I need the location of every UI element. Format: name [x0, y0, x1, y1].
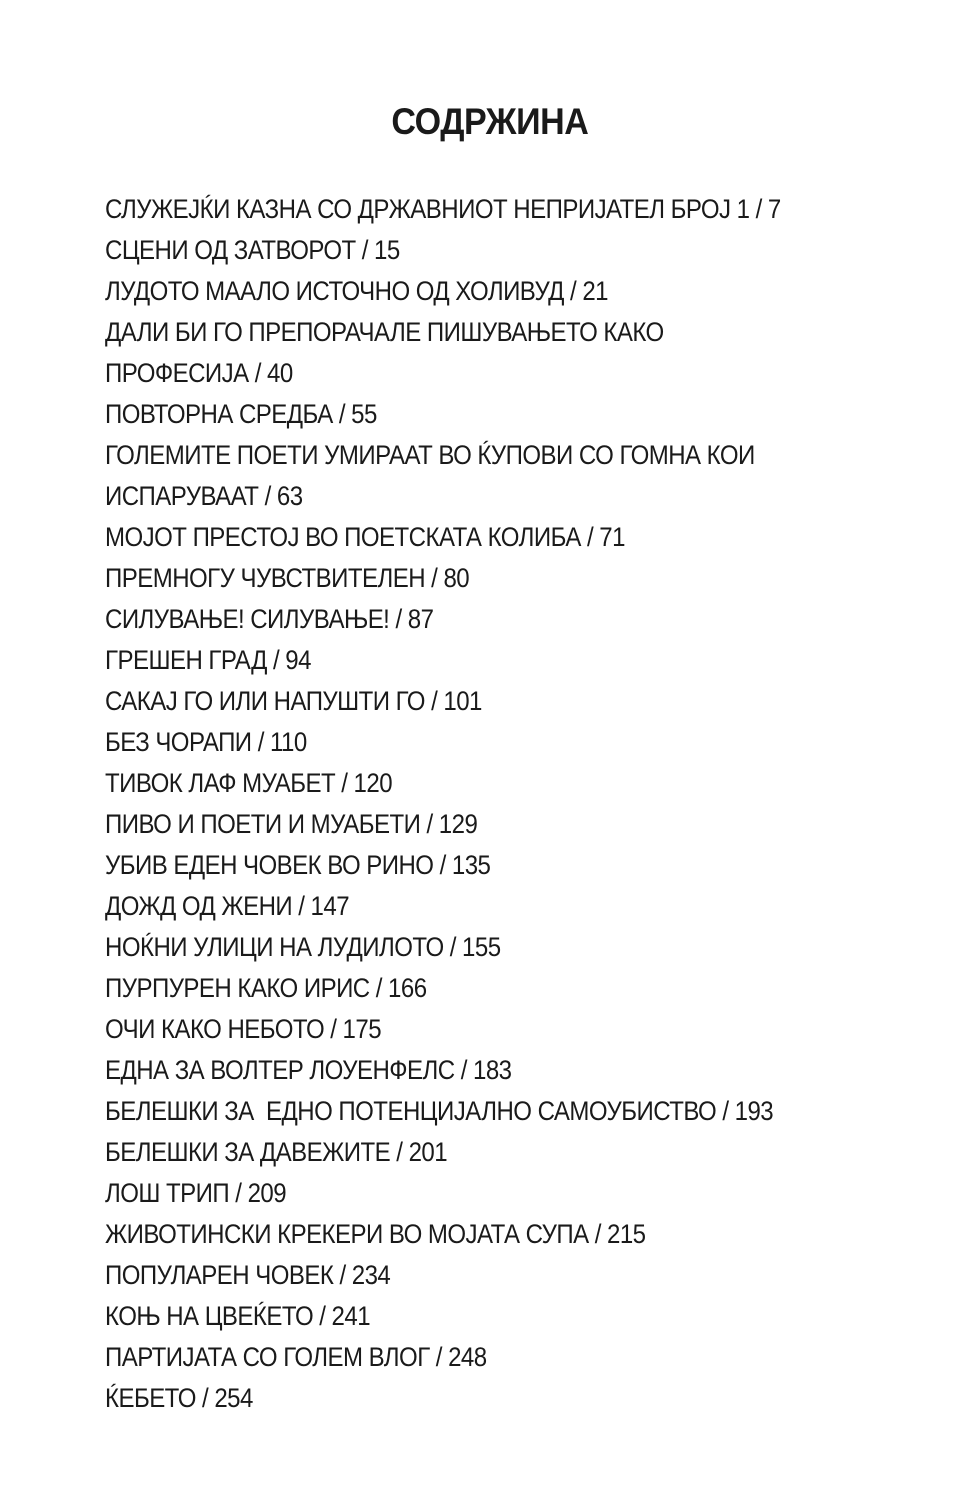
- toc-entry: ИСПАРУВААТ / 63: [105, 481, 303, 511]
- toc-entry: ПИВО И ПОЕТИ И МУАБЕТИ / 129: [105, 809, 478, 839]
- toc-entry: ЛУДОТО МААЛО ИСТОЧНО ОД ХОЛИВУД / 21: [105, 276, 608, 306]
- toc-entry: НОЌНИ УЛИЦИ НА ЛУДИЛОТО / 155: [105, 932, 501, 962]
- toc-entry: СИЛУВАЊЕ! СИЛУВАЊЕ! / 87: [105, 604, 434, 634]
- toc-entry: БЕЗ ЧОРАПИ / 110: [105, 727, 307, 757]
- toc-entry: САКАЈ ГО ИЛИ НАПУШТИ ГО / 101: [105, 686, 482, 716]
- toc-entry: ЕДНА ЗА ВОЛТЕР ЛОУЕНФЕЛС / 183: [105, 1055, 512, 1085]
- toc-entry: МОЈОТ ПРЕСТОЈ ВО ПОЕТСКАТА КОЛИБА / 71: [105, 522, 625, 552]
- toc-entry: ПРОФЕСИЈА / 40: [105, 358, 293, 388]
- toc-entry: ПУРПУРЕН КАКО ИРИС / 166: [105, 973, 427, 1003]
- toc-entry: ГРЕШЕН ГРАД / 94: [105, 645, 311, 675]
- table-of-contents: [105, 189, 864, 1419]
- toc-entry: ПОВТОРНА СРЕДБА / 55: [105, 399, 377, 429]
- page-title: СОДРЖИНА: [391, 101, 589, 142]
- toc-entry: ТИВОК ЛАФ МУАБЕТ / 120: [105, 768, 393, 798]
- toc-entry: ПАРТИЈАТА СО ГОЛЕМ ВЛОГ / 248: [105, 1342, 487, 1372]
- toc-entry: СЛУЖЕЈЌИ КАЗНА СО ДРЖАВНИОТ НЕПРИЈАТЕЛ БРОЈ 1 / 7: [105, 194, 781, 224]
- toc-entry: ОЧИ КАКО НЕБОТО / 175: [105, 1014, 382, 1044]
- toc-entry: ЌЕБЕТО / 254: [105, 1383, 253, 1413]
- toc-entry: ЛОШ ТРИП / 209: [105, 1178, 287, 1208]
- toc-entry: КОЊ НА ЦВЕЌЕТО / 241: [105, 1301, 371, 1331]
- toc-entry: ДОЖД ОД ЖЕНИ / 147: [105, 891, 350, 921]
- toc-entry: СЦЕНИ ОД ЗАТВОРОТ / 15: [105, 235, 400, 265]
- toc-entry: ДАЛИ БИ ГО ПРЕПОРАЧАЛЕ ПИШУВАЊЕТО КАКО: [105, 317, 664, 347]
- toc-entry: ПРЕМНОГУ ЧУВСТВИТЕЛЕН / 80: [105, 563, 470, 593]
- toc-entry: БЕЛЕШКИ ЗА ДАВЕЖИТЕ / 201: [105, 1137, 448, 1167]
- toc-entry: УБИВ ЕДЕН ЧОВЕК ВО РИНО / 135: [105, 850, 491, 880]
- toc-entry: ЖИВОТИНСКИ КРЕКЕРИ ВО МОЈАТА СУПА / 215: [105, 1219, 646, 1249]
- toc-entry: ГОЛЕМИТЕ ПОЕТИ УМИРААТ ВО ЌУПОВИ СО ГОМНА КОИ: [105, 440, 755, 470]
- toc-entry: ПОПУЛАРЕН ЧОВЕК / 234: [105, 1260, 391, 1290]
- toc-entry: БЕЛЕШКИ ЗА ЕДНО ПОТЕНЦИЈАЛНО САМОУБИСТВО / 193: [105, 1096, 774, 1126]
